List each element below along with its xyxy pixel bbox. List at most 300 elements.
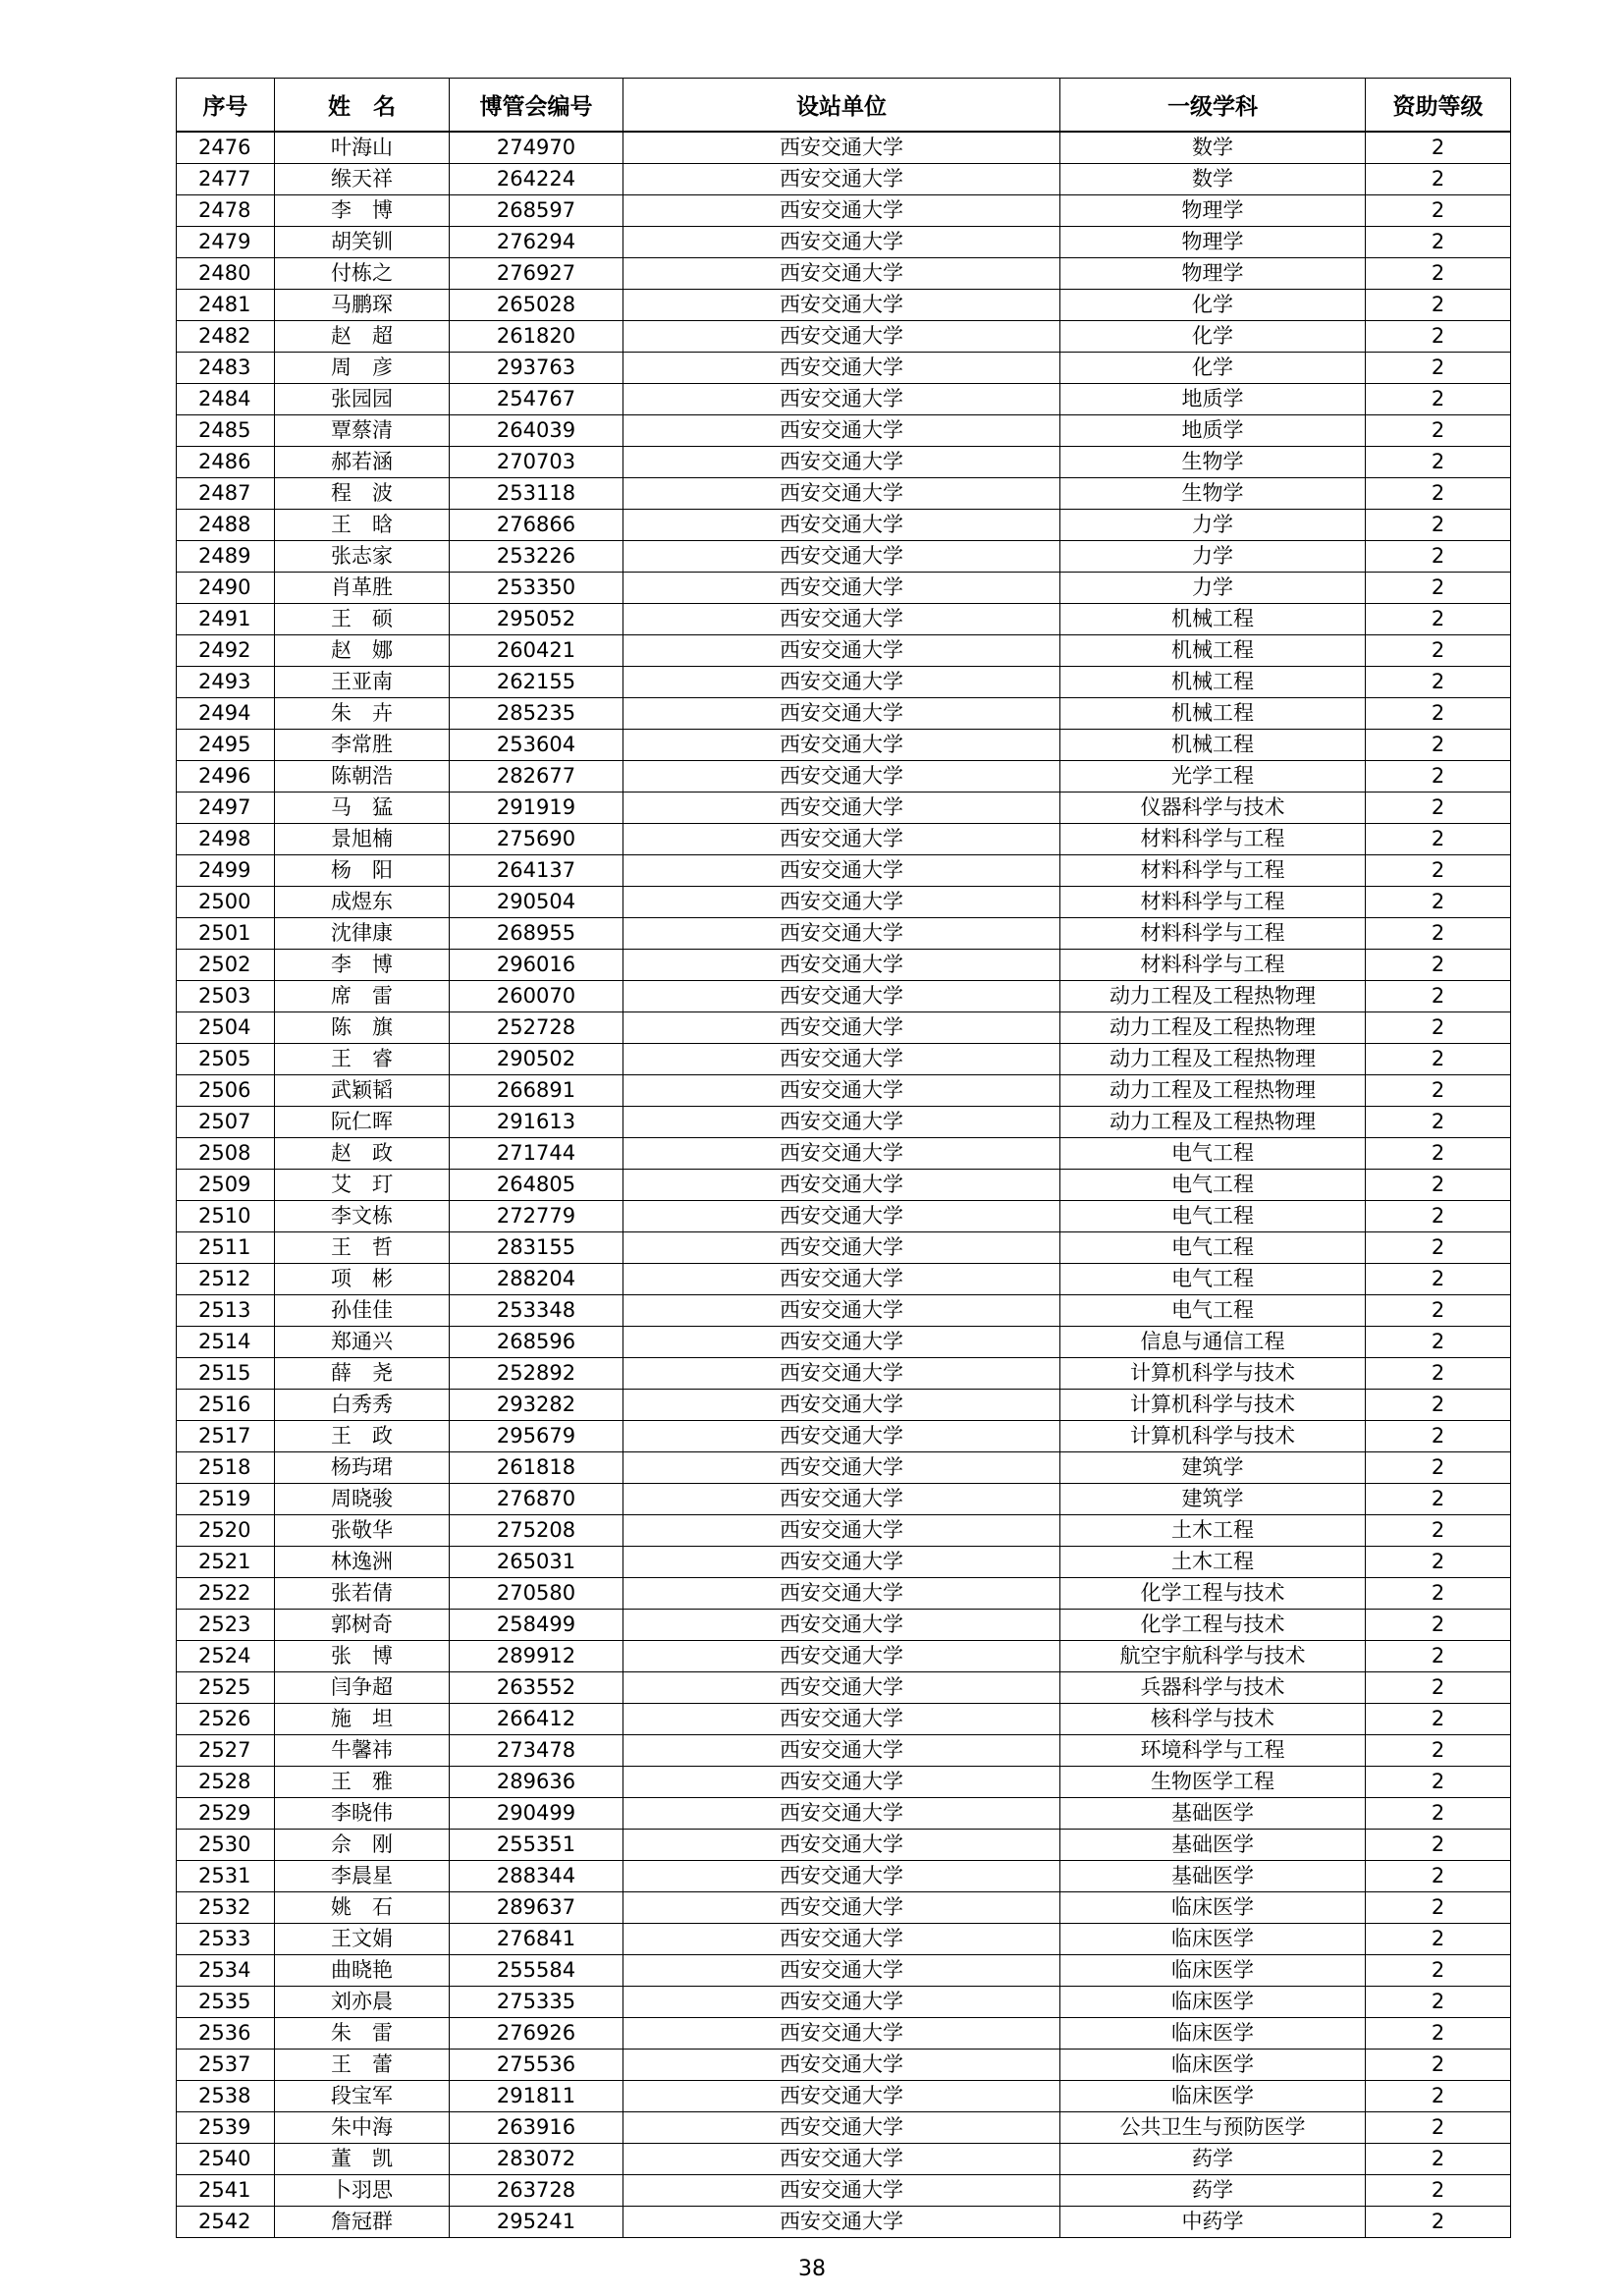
grade-cell: 2 xyxy=(1366,1012,1511,1044)
table-row xyxy=(177,2175,1511,2207)
seq-cell: 2532 xyxy=(177,1892,275,1924)
discipline-cell: 计算机科学与技术 xyxy=(1060,1358,1366,1390)
name-cell: 郭树奇 xyxy=(275,1610,450,1641)
id-cell: 253348 xyxy=(450,1295,623,1327)
seq-cell: 2540 xyxy=(177,2144,275,2175)
discipline-cell: 电气工程 xyxy=(1060,1138,1366,1170)
seq-cell: 2504 xyxy=(177,1012,275,1044)
table-row xyxy=(177,478,1511,510)
table-row xyxy=(177,698,1511,730)
id-cell: 252728 xyxy=(450,1012,623,1044)
name-cell: 王亚南 xyxy=(275,667,450,698)
header-discipline: 一级学科 xyxy=(1060,79,1366,133)
grade-cell: 2 xyxy=(1366,384,1511,415)
header-id: 博管会编号 xyxy=(450,79,623,133)
name-cell: 赵 政 xyxy=(275,1138,450,1170)
table-row xyxy=(177,1547,1511,1578)
table-row xyxy=(177,2112,1511,2144)
name-cell: 阮仁晖 xyxy=(275,1107,450,1138)
unit-cell: 西安交通大学 xyxy=(623,2144,1060,2175)
name-cell: 陈朝浩 xyxy=(275,761,450,793)
seq-cell: 2529 xyxy=(177,1798,275,1830)
unit-cell: 西安交通大学 xyxy=(623,258,1060,290)
table-row xyxy=(177,1987,1511,2018)
table-row xyxy=(177,1295,1511,1327)
unit-cell: 西安交通大学 xyxy=(623,855,1060,887)
table-row xyxy=(177,447,1511,478)
seq-cell: 2478 xyxy=(177,195,275,227)
name-cell: 马 猛 xyxy=(275,793,450,824)
unit-cell: 西安交通大学 xyxy=(623,604,1060,635)
id-cell: 290502 xyxy=(450,1044,623,1075)
name-cell: 张若倩 xyxy=(275,1578,450,1610)
unit-cell: 西安交通大学 xyxy=(623,1955,1060,1987)
table-row xyxy=(177,950,1511,981)
unit-cell: 西安交通大学 xyxy=(623,1170,1060,1201)
grade-cell: 2 xyxy=(1366,132,1511,164)
table-row xyxy=(177,2050,1511,2081)
grade-cell: 2 xyxy=(1366,2018,1511,2050)
discipline-cell: 化学工程与技术 xyxy=(1060,1578,1366,1610)
unit-cell: 西安交通大学 xyxy=(623,2050,1060,2081)
id-cell: 258499 xyxy=(450,1610,623,1641)
table-row xyxy=(177,1892,1511,1924)
table-row xyxy=(177,1327,1511,1358)
id-cell: 285235 xyxy=(450,698,623,730)
seq-cell: 2503 xyxy=(177,981,275,1012)
name-cell: 马鹏琛 xyxy=(275,290,450,321)
id-cell: 275208 xyxy=(450,1515,623,1547)
grade-cell: 2 xyxy=(1366,730,1511,761)
table-row xyxy=(177,1170,1511,1201)
id-cell: 254767 xyxy=(450,384,623,415)
table-row xyxy=(177,1484,1511,1515)
id-cell: 264039 xyxy=(450,415,623,447)
discipline-cell: 材料科学与工程 xyxy=(1060,950,1366,981)
discipline-cell: 物理学 xyxy=(1060,258,1366,290)
name-cell: 段宝军 xyxy=(275,2081,450,2112)
table-row xyxy=(177,384,1511,415)
name-cell: 郝若涵 xyxy=(275,447,450,478)
unit-cell: 西安交通大学 xyxy=(623,447,1060,478)
discipline-cell: 机械工程 xyxy=(1060,604,1366,635)
name-cell: 沈律康 xyxy=(275,918,450,950)
unit-cell: 西安交通大学 xyxy=(623,164,1060,195)
discipline-cell: 生物学 xyxy=(1060,447,1366,478)
unit-cell: 西安交通大学 xyxy=(623,1924,1060,1955)
id-cell: 295052 xyxy=(450,604,623,635)
name-cell: 王 政 xyxy=(275,1421,450,1452)
discipline-cell: 基础医学 xyxy=(1060,1861,1366,1892)
grade-cell: 2 xyxy=(1366,667,1511,698)
id-cell: 296016 xyxy=(450,950,623,981)
discipline-cell: 数学 xyxy=(1060,132,1366,164)
id-cell: 293282 xyxy=(450,1390,623,1421)
id-cell: 282677 xyxy=(450,761,623,793)
id-cell: 276926 xyxy=(450,2018,623,2050)
table-row xyxy=(177,195,1511,227)
name-cell: 朱 雷 xyxy=(275,2018,450,2050)
seq-cell: 2515 xyxy=(177,1358,275,1390)
grade-cell: 2 xyxy=(1366,1798,1511,1830)
discipline-cell: 材料科学与工程 xyxy=(1060,887,1366,918)
unit-cell: 西安交通大学 xyxy=(623,1452,1060,1484)
grade-cell: 2 xyxy=(1366,1672,1511,1704)
name-cell: 朱中海 xyxy=(275,2112,450,2144)
discipline-cell: 机械工程 xyxy=(1060,667,1366,698)
id-cell: 261818 xyxy=(450,1452,623,1484)
grade-cell: 2 xyxy=(1366,824,1511,855)
seq-cell: 2538 xyxy=(177,2081,275,2112)
table-row xyxy=(177,1201,1511,1232)
unit-cell: 西安交通大学 xyxy=(623,1295,1060,1327)
discipline-cell: 电气工程 xyxy=(1060,1232,1366,1264)
id-cell: 268597 xyxy=(450,195,623,227)
seq-cell: 2500 xyxy=(177,887,275,918)
id-cell: 291919 xyxy=(450,793,623,824)
grade-cell: 2 xyxy=(1366,950,1511,981)
discipline-cell: 生物学 xyxy=(1060,478,1366,510)
unit-cell: 西安交通大学 xyxy=(623,1892,1060,1924)
name-cell: 施 坦 xyxy=(275,1704,450,1735)
id-cell: 276870 xyxy=(450,1484,623,1515)
unit-cell: 西安交通大学 xyxy=(623,510,1060,541)
unit-cell: 西安交通大学 xyxy=(623,2081,1060,2112)
table-row xyxy=(177,635,1511,667)
table-row xyxy=(177,981,1511,1012)
name-cell: 王 睿 xyxy=(275,1044,450,1075)
name-cell: 肖革胜 xyxy=(275,573,450,604)
id-cell: 264805 xyxy=(450,1170,623,1201)
id-cell: 283155 xyxy=(450,1232,623,1264)
header-grade: 资助等级 xyxy=(1366,79,1511,133)
discipline-cell: 建筑学 xyxy=(1060,1484,1366,1515)
table-row xyxy=(177,1735,1511,1767)
id-cell: 265031 xyxy=(450,1547,623,1578)
unit-cell: 西安交通大学 xyxy=(623,541,1060,573)
unit-cell: 西安交通大学 xyxy=(623,793,1060,824)
table-row xyxy=(177,290,1511,321)
grade-cell: 2 xyxy=(1366,573,1511,604)
grade-cell: 2 xyxy=(1366,1327,1511,1358)
grade-cell: 2 xyxy=(1366,1232,1511,1264)
id-cell: 295679 xyxy=(450,1421,623,1452)
grade-cell: 2 xyxy=(1366,447,1511,478)
discipline-cell: 中药学 xyxy=(1060,2207,1366,2238)
grade-cell: 2 xyxy=(1366,353,1511,384)
unit-cell: 西安交通大学 xyxy=(623,478,1060,510)
header-seq: 序号 xyxy=(177,79,275,133)
discipline-cell: 公共卫生与预防医学 xyxy=(1060,2112,1366,2144)
grade-cell: 2 xyxy=(1366,2207,1511,2238)
seq-cell: 2536 xyxy=(177,2018,275,2050)
discipline-cell: 化学 xyxy=(1060,321,1366,353)
grade-cell: 2 xyxy=(1366,918,1511,950)
unit-cell: 西安交通大学 xyxy=(623,1704,1060,1735)
header-name: 姓 名 xyxy=(275,79,450,133)
discipline-cell: 临床医学 xyxy=(1060,1924,1366,1955)
id-cell: 274970 xyxy=(450,132,623,164)
discipline-cell: 临床医学 xyxy=(1060,1892,1366,1924)
seq-cell: 2496 xyxy=(177,761,275,793)
seq-cell: 2531 xyxy=(177,1861,275,1892)
seq-cell: 2492 xyxy=(177,635,275,667)
grade-cell: 2 xyxy=(1366,1515,1511,1547)
unit-cell: 西安交通大学 xyxy=(623,635,1060,667)
discipline-cell: 建筑学 xyxy=(1060,1452,1366,1484)
discipline-cell: 地质学 xyxy=(1060,415,1366,447)
name-cell: 闫争超 xyxy=(275,1672,450,1704)
unit-cell: 西安交通大学 xyxy=(623,1798,1060,1830)
table-row xyxy=(177,1390,1511,1421)
unit-cell: 西安交通大学 xyxy=(623,1138,1060,1170)
id-cell: 253604 xyxy=(450,730,623,761)
discipline-cell: 力学 xyxy=(1060,573,1366,604)
unit-cell: 西安交通大学 xyxy=(623,950,1060,981)
grade-cell: 2 xyxy=(1366,1201,1511,1232)
table-row xyxy=(177,793,1511,824)
unit-cell: 西安交通大学 xyxy=(623,1610,1060,1641)
grade-cell: 2 xyxy=(1366,2081,1511,2112)
name-cell: 林逸洲 xyxy=(275,1547,450,1578)
name-cell: 李文栋 xyxy=(275,1201,450,1232)
seq-cell: 2495 xyxy=(177,730,275,761)
discipline-cell: 基础医学 xyxy=(1060,1798,1366,1830)
unit-cell: 西安交通大学 xyxy=(623,918,1060,950)
seq-cell: 2528 xyxy=(177,1767,275,1798)
id-cell: 275690 xyxy=(450,824,623,855)
seq-cell: 2521 xyxy=(177,1547,275,1578)
name-cell: 薛 尧 xyxy=(275,1358,450,1390)
seq-cell: 2494 xyxy=(177,698,275,730)
grade-cell: 2 xyxy=(1366,2144,1511,2175)
table-row xyxy=(177,1798,1511,1830)
name-cell: 胡笑钏 xyxy=(275,227,450,258)
name-cell: 李晨星 xyxy=(275,1861,450,1892)
id-cell: 264224 xyxy=(450,164,623,195)
grade-cell: 2 xyxy=(1366,478,1511,510)
discipline-cell: 基础医学 xyxy=(1060,1830,1366,1861)
discipline-cell: 动力工程及工程热物理 xyxy=(1060,1075,1366,1107)
name-cell: 覃蔡清 xyxy=(275,415,450,447)
seq-cell: 2511 xyxy=(177,1232,275,1264)
id-cell: 261820 xyxy=(450,321,623,353)
seq-cell: 2535 xyxy=(177,1987,275,2018)
grade-cell: 2 xyxy=(1366,1830,1511,1861)
seq-cell: 2519 xyxy=(177,1484,275,1515)
name-cell: 张敬华 xyxy=(275,1515,450,1547)
seq-cell: 2483 xyxy=(177,353,275,384)
unit-cell: 西安交通大学 xyxy=(623,1515,1060,1547)
name-cell: 詹冠群 xyxy=(275,2207,450,2238)
name-cell: 付栋之 xyxy=(275,258,450,290)
table-row xyxy=(177,604,1511,635)
unit-cell: 西安交通大学 xyxy=(623,1735,1060,1767)
grade-cell: 2 xyxy=(1366,1358,1511,1390)
unit-cell: 西安交通大学 xyxy=(623,981,1060,1012)
discipline-cell: 力学 xyxy=(1060,541,1366,573)
unit-cell: 西安交通大学 xyxy=(623,1264,1060,1295)
name-cell: 武颖韬 xyxy=(275,1075,450,1107)
table-row xyxy=(177,1704,1511,1735)
grade-cell: 2 xyxy=(1366,1987,1511,2018)
id-cell: 264137 xyxy=(450,855,623,887)
table-body xyxy=(177,132,1511,2238)
table-header xyxy=(177,79,1511,133)
id-cell: 266891 xyxy=(450,1075,623,1107)
name-cell: 缑天祥 xyxy=(275,164,450,195)
seq-cell: 2512 xyxy=(177,1264,275,1295)
table-row xyxy=(177,132,1511,164)
unit-cell: 西安交通大学 xyxy=(623,1767,1060,1798)
seq-cell: 2477 xyxy=(177,164,275,195)
name-cell: 叶海山 xyxy=(275,132,450,164)
table-row xyxy=(177,2081,1511,2112)
name-cell: 王 蕾 xyxy=(275,2050,450,2081)
grade-cell: 2 xyxy=(1366,541,1511,573)
grade-cell: 2 xyxy=(1366,1641,1511,1672)
name-cell: 成煜东 xyxy=(275,887,450,918)
name-cell: 李 博 xyxy=(275,950,450,981)
id-cell: 293763 xyxy=(450,353,623,384)
grade-cell: 2 xyxy=(1366,415,1511,447)
unit-cell: 西安交通大学 xyxy=(623,1327,1060,1358)
unit-cell: 西安交通大学 xyxy=(623,1578,1060,1610)
table-row xyxy=(177,573,1511,604)
grade-cell: 2 xyxy=(1366,1484,1511,1515)
seq-cell: 2534 xyxy=(177,1955,275,1987)
seq-cell: 2522 xyxy=(177,1578,275,1610)
seq-cell: 2508 xyxy=(177,1138,275,1170)
grade-cell: 2 xyxy=(1366,1704,1511,1735)
unit-cell: 西安交通大学 xyxy=(623,1421,1060,1452)
unit-cell: 西安交通大学 xyxy=(623,195,1060,227)
name-cell: 王 硕 xyxy=(275,604,450,635)
name-cell: 陈 旗 xyxy=(275,1012,450,1044)
table-row xyxy=(177,1421,1511,1452)
table-row xyxy=(177,2018,1511,2050)
grade-cell: 2 xyxy=(1366,290,1511,321)
discipline-cell: 计算机科学与技术 xyxy=(1060,1390,1366,1421)
table-row xyxy=(177,667,1511,698)
discipline-cell: 力学 xyxy=(1060,510,1366,541)
name-cell: 王 哲 xyxy=(275,1232,450,1264)
unit-cell: 西安交通大学 xyxy=(623,1484,1060,1515)
table-row xyxy=(177,258,1511,290)
id-cell: 262155 xyxy=(450,667,623,698)
id-cell: 270703 xyxy=(450,447,623,478)
name-cell: 张园园 xyxy=(275,384,450,415)
seq-cell: 2514 xyxy=(177,1327,275,1358)
name-cell: 李 博 xyxy=(275,195,450,227)
page-number: 38 xyxy=(798,2257,826,2281)
discipline-cell: 土木工程 xyxy=(1060,1515,1366,1547)
seq-cell: 2476 xyxy=(177,132,275,164)
seq-cell: 2484 xyxy=(177,384,275,415)
grade-cell: 2 xyxy=(1366,510,1511,541)
discipline-cell: 环境科学与工程 xyxy=(1060,1735,1366,1767)
unit-cell: 西安交通大学 xyxy=(623,698,1060,730)
name-cell: 王 晗 xyxy=(275,510,450,541)
discipline-cell: 药学 xyxy=(1060,2144,1366,2175)
table-row xyxy=(177,1075,1511,1107)
table-row xyxy=(177,541,1511,573)
grade-cell: 2 xyxy=(1366,1264,1511,1295)
discipline-cell: 生物医学工程 xyxy=(1060,1767,1366,1798)
grade-cell: 2 xyxy=(1366,1767,1511,1798)
seq-cell: 2510 xyxy=(177,1201,275,1232)
unit-cell: 西安交通大学 xyxy=(623,887,1060,918)
table-row xyxy=(177,1264,1511,1295)
name-cell: 曲晓艳 xyxy=(275,1955,450,1987)
seq-cell: 2490 xyxy=(177,573,275,604)
name-cell: 李晓伟 xyxy=(275,1798,450,1830)
table-row xyxy=(177,1861,1511,1892)
discipline-cell: 临床医学 xyxy=(1060,1987,1366,2018)
table-row xyxy=(177,1138,1511,1170)
table-row xyxy=(177,1452,1511,1484)
id-cell: 268596 xyxy=(450,1327,623,1358)
grade-cell: 2 xyxy=(1366,227,1511,258)
unit-cell: 西安交通大学 xyxy=(623,2112,1060,2144)
seq-cell: 2509 xyxy=(177,1170,275,1201)
id-cell: 263916 xyxy=(450,2112,623,2144)
seq-cell: 2541 xyxy=(177,2175,275,2207)
id-cell: 291811 xyxy=(450,2081,623,2112)
discipline-cell: 动力工程及工程热物理 xyxy=(1060,981,1366,1012)
name-cell: 姚 石 xyxy=(275,1892,450,1924)
unit-cell: 西安交通大学 xyxy=(623,1201,1060,1232)
name-cell: 王文娟 xyxy=(275,1924,450,1955)
table-row xyxy=(177,1610,1511,1641)
table-row xyxy=(177,510,1511,541)
grade-cell: 2 xyxy=(1366,2050,1511,2081)
table-row xyxy=(177,1515,1511,1547)
id-cell: 273478 xyxy=(450,1735,623,1767)
seq-cell: 2523 xyxy=(177,1610,275,1641)
grade-cell: 2 xyxy=(1366,1452,1511,1484)
table-row xyxy=(177,415,1511,447)
table-row xyxy=(177,321,1511,353)
grade-cell: 2 xyxy=(1366,1044,1511,1075)
table-row xyxy=(177,1578,1511,1610)
seq-cell: 2487 xyxy=(177,478,275,510)
table-row xyxy=(177,164,1511,195)
id-cell: 276866 xyxy=(450,510,623,541)
unit-cell: 西安交通大学 xyxy=(623,1044,1060,1075)
id-cell: 253350 xyxy=(450,573,623,604)
name-cell: 周晓骏 xyxy=(275,1484,450,1515)
seq-cell: 2524 xyxy=(177,1641,275,1672)
unit-cell: 西安交通大学 xyxy=(623,1641,1060,1672)
name-cell: 郑通兴 xyxy=(275,1327,450,1358)
seq-cell: 2516 xyxy=(177,1390,275,1421)
table-row xyxy=(177,1044,1511,1075)
unit-cell: 西安交通大学 xyxy=(623,290,1060,321)
id-cell: 271744 xyxy=(450,1138,623,1170)
postdoc-funding-table xyxy=(176,78,1511,2238)
seq-cell: 2482 xyxy=(177,321,275,353)
discipline-cell: 土木工程 xyxy=(1060,1547,1366,1578)
id-cell: 288204 xyxy=(450,1264,623,1295)
grade-cell: 2 xyxy=(1366,793,1511,824)
seq-cell: 2481 xyxy=(177,290,275,321)
seq-cell: 2493 xyxy=(177,667,275,698)
grade-cell: 2 xyxy=(1366,195,1511,227)
grade-cell: 2 xyxy=(1366,761,1511,793)
seq-cell: 2513 xyxy=(177,1295,275,1327)
grade-cell: 2 xyxy=(1366,1547,1511,1578)
